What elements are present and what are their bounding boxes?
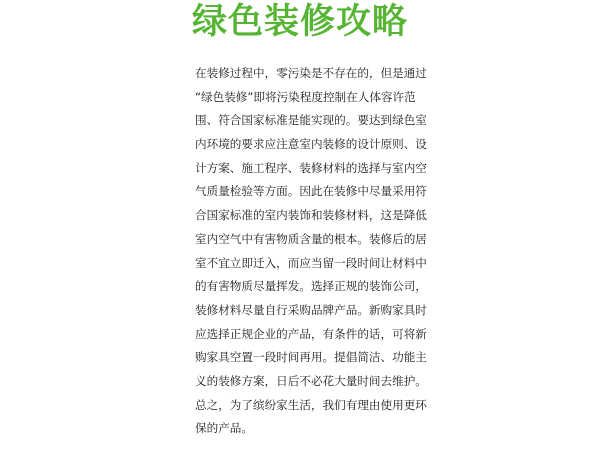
body-line: 内环境的要求应注意室内装修的设计原则、设 [195,137,427,152]
body-line: 室不宜立即迁入，而应当留一段时间让材料中 [195,255,427,270]
article-body [195,62,445,441]
body-line: 装修材料尽量自行采购品牌产品。新购家具时 [195,302,427,317]
article-title: 绿色装修攻略 [191,2,408,42]
body-line: 保的产品。 [195,421,253,436]
body-line: 购家具空置一段时间再用。提倡简洁、功能主 [195,350,427,365]
body-line: 室内空气中有害物质含量的根本。装修后的居 [195,231,427,246]
body-line: 计方案、施工程序、装修材料的选择与室内空 [195,160,427,175]
body-line: 的有害物质尽量挥发。选择正规的装饰公司， [195,279,427,294]
body-line: 应选择正规企业的产品，有条件的话，可将新 [195,326,427,341]
body-line: “绿色装修”即将污染程度控制在人体容许范 [195,89,416,104]
body-line: 围、符合国家标准是能实现的。要达到绿色室 [195,113,427,128]
body-line: 义的装修方案，日后不必花大量时间去维护。 [195,373,427,388]
body-line: 气质量检验等方面。因此在装修中尽量采用符 [195,184,427,199]
body-line: 总之，为了缤纷家生活，我们有理由使用更环 [195,397,427,412]
body-line: 在装修过程中，零污染是不存在的，但是通过 [195,66,427,80]
body-line: 合国家标准的室内装饰和装修材料，这是降低 [195,208,427,223]
